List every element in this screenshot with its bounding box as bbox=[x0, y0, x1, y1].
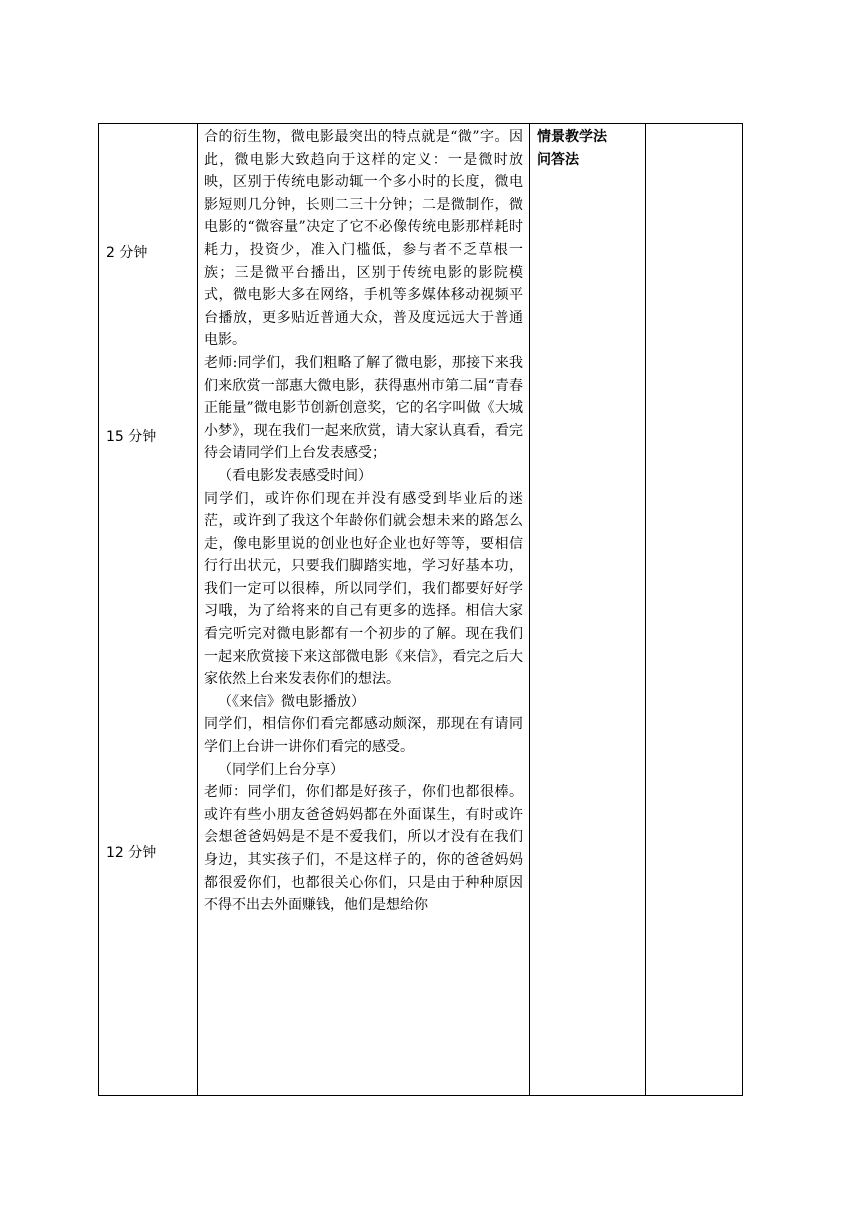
content-paragraph: 老师：同学们，你们都是好孩子，你们也都很棒。或许有些小朋友爸爸妈妈都在外面谋生，有时或许会想爸爸妈妈是不是不爱我们，所以才没有在我们身边，其实孩子们，不是这样子的，你的爸爸妈妈都很爱你们，也都很关心你们，只是由于种种原因不得不出去外面赚钱，他们是想给你 bbox=[204, 784, 523, 914]
content-paragraph: 老师:同学们，我们粗略了解了微电影，那接下来我们来欣赏一部惠大微电影，获得惠州市第二届“青春正能量”微电影节创新创意奖，它的名字叫做《大城小梦》，现在我们一起来欣赏，请大家认真看，看完待会请同学们上台发表感受； bbox=[204, 354, 523, 462]
table-row bbox=[99, 124, 743, 1096]
content-paragraph: （同学们上台分享） bbox=[218, 761, 344, 778]
teaching-method-cell bbox=[530, 124, 646, 1096]
remarks-cell bbox=[646, 124, 743, 1096]
method-label: 问答法 bbox=[537, 151, 579, 168]
time-label: 12 分钟 bbox=[106, 845, 157, 861]
teaching-content-cell bbox=[198, 124, 530, 1096]
content-paragraph: （《来信》微电影播放） bbox=[218, 693, 365, 710]
time-column-cell bbox=[99, 124, 198, 1096]
method-label: 情景教学法 bbox=[537, 129, 607, 145]
content-paragraph: 同学们，相信你们看完都感动颇深，那现在有请同学们上台讲一讲你们看完的感受。 bbox=[204, 716, 523, 756]
time-label: 2 分钟 bbox=[106, 245, 148, 261]
lesson-plan-table bbox=[98, 123, 743, 1096]
content-paragraph: （看电影发表感受时间） bbox=[218, 467, 372, 484]
content-paragraph: 合的衍生物，微电影最突出的特点就是“微”字。因此，微电影大致趋向于这样的定义：一是微时放映，区别于传统电影动辄一个多小时的长度，微电影短则几分钟，长则二三十分钟；二是微制作，微电影的“微容量”决定了它不必像传统电影那样耗时耗力，投资少，准入门槛低，参与者不乏草根一族；三是微平台播出，区别于传统电影的影院模式，微电影大多在网络，手机等多媒体移动视频平台播放，更多贴近普通大众，普及度远远大于普通电影。 bbox=[204, 129, 523, 349]
time-label: 15 分钟 bbox=[106, 429, 157, 445]
content-paragraph: 同学们，或许你们现在并没有感受到毕业后的迷茫，或许到了我这个年龄你们就会想未来的路怎么走，像电影里说的创业也好企业也好等等，要相信行行出状元，只要我们脚踏实地，学习好基本功，我们一定可以很棒，所以同学们，我们都要好好学习哦，为了给将来的自己有更多的选择。相信大家看完听完对微电影都有一个初步的了解。现在我们一起来欣赏接下来这部微电影《来信》，看完之后大家依然上台来发表你们的想法。 bbox=[204, 490, 523, 688]
